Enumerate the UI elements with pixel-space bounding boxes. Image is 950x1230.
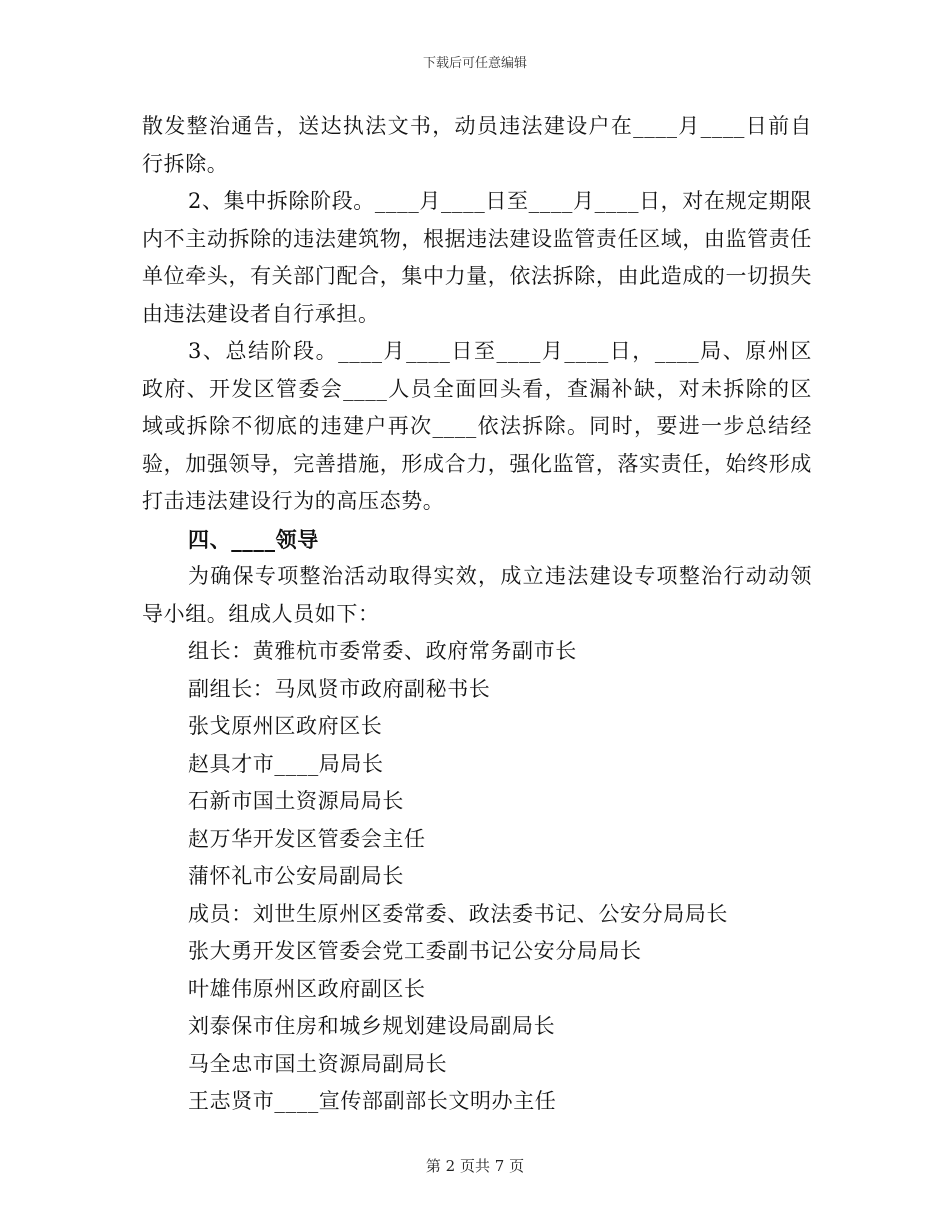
- document-body: [142, 108, 812, 1121]
- member-line: 张大勇开发区管委会党工委副书记公安分局局长: [188, 939, 642, 963]
- section-heading-leadership: 四、____领导: [188, 526, 319, 552]
- paragraph-notice: 散发整治通告，送达执法文书，动员违法建设户在____月____日前自行拆除。: [142, 114, 812, 176]
- member-line: 成员：刘世生原州区委常委、政法委书记、公安分局局长: [188, 901, 728, 926]
- paragraph-demolition-stage: 2、集中拆除阶段。____月____日至____月____日，对在规定期限内不主动拆除的违法建筑物，根据违法建设监管责任区域，由监管责任单位牵头，有关部门配合，集中力量，依法拆除，由此造成的一切损失由违法建设者自行承担。: [142, 189, 812, 326]
- member-line: 叶雄伟原州区政府副区长: [188, 976, 426, 1001]
- member-line: 王志贤市____宣传部副部长文明办主任: [188, 1089, 557, 1113]
- member-line: 蒲怀礼市公安局副局长: [188, 864, 404, 888]
- member-line: 马全忠市国土资源局副局长: [188, 1051, 448, 1076]
- paragraph-summary-stage: 3、总结阶段。____月____日至____月____日，____局、原州区政府、开发区管委会____人员全面回头看，查漏补缺，对未拆除的区域或拆除不彻底的违建户再次____依法拆除。同时，要进一步总结经验，加强领导，完善措施，形成合力，强化监管，落实责任，始终形成打击违法建设行为的高压态势。: [142, 339, 812, 513]
- paragraph-leadership-intro: 为确保专项整治活动取得实效，成立违法建设专项整治行动动领导小组。组成人员如下：: [142, 564, 812, 626]
- member-line: 赵万华开发区管委会主任: [188, 826, 426, 851]
- member-line: 石新市国土资源局局长: [188, 789, 404, 813]
- page-footer: 第 2 页共 7 页: [425, 1157, 525, 1175]
- member-line: 赵具才市____局局长: [188, 751, 384, 776]
- member-line: 张戈原州区政府区长: [188, 714, 383, 738]
- page-header: 下载后可任意编辑: [422, 56, 527, 71]
- member-line: 组长：黄雅杭市委常委、政府常务副市长: [188, 639, 577, 663]
- member-line: 副组长：马凤贤市政府副秘书长: [188, 676, 491, 701]
- member-line: 刘泰保市住房和城乡规划建设局副局长: [188, 1014, 556, 1038]
